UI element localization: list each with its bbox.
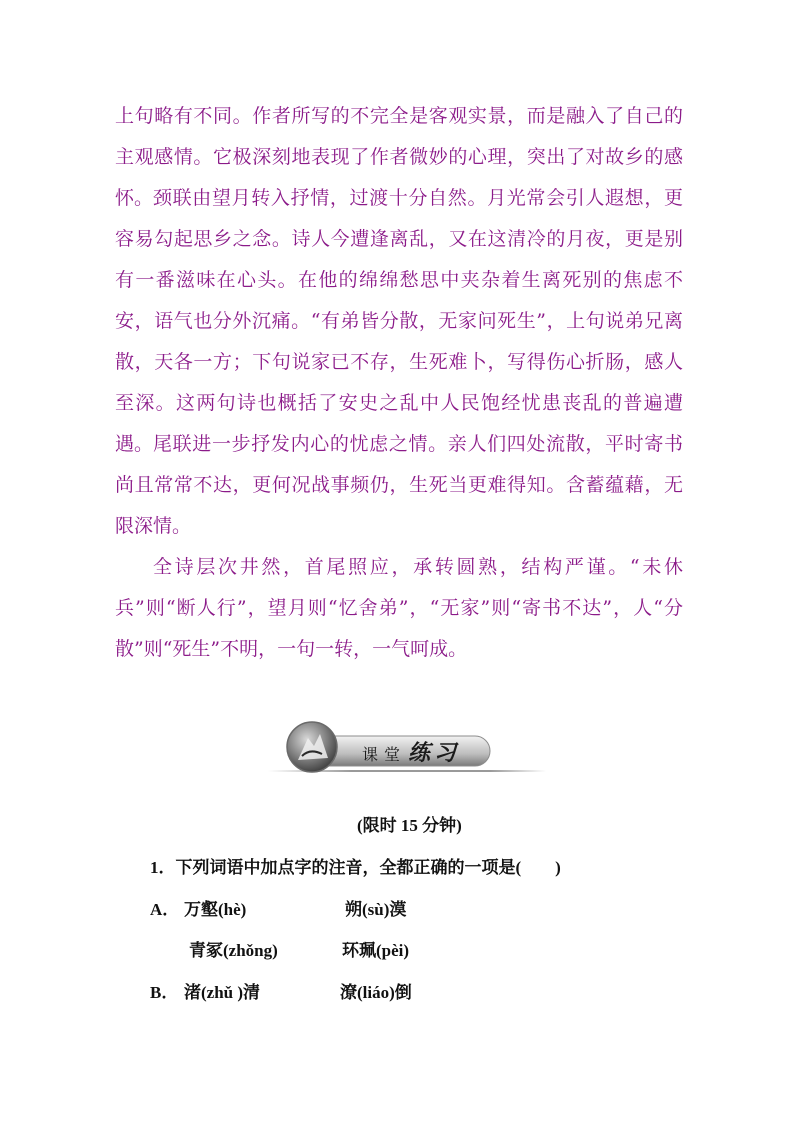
option-a-item-3: 青冢(zhǒng) xyxy=(189,941,278,960)
option-b-item-2: 潦(liáo)倒 xyxy=(340,983,412,1002)
question-stem: 1．下列词语中加点字的注音，全都正确的一项是( ) xyxy=(150,858,561,877)
time-limit: (限时 15 分钟) xyxy=(357,816,462,835)
option-a-item-4: 环珮(pèi) xyxy=(342,941,410,960)
section-header-label-big: 练习 xyxy=(408,740,461,766)
paragraph-3: 尾联进一步抒发内心的忧虑之情。亲人们四处流散，平时寄书尚且常常不达，更何况战事频仍，生死当更难得知。含蓄蕴藉，无限深情。 xyxy=(115,433,683,537)
option-a-item-1: 万壑(hè) xyxy=(184,900,247,919)
section-header-banner xyxy=(262,720,552,780)
option-b-label: B． xyxy=(150,983,179,1002)
paragraph-2: 颈联由望月转入抒情，过渡十分自然。月光常会引人遐想，更容易勾起思乡之念。诗人今遭逢离乱，又在这清冷的月夜，更是别有一番滋味在心头。在他的绵绵愁思中夹杂着生离死别的焦虑不安，语气也分外沉痛。“有弟皆分散，无家问死生”，上句说弟兄离散，天各一方；下句说家已不存，生死难卜，写得伤心折肠，感人至深。这两句诗也概括了安史之乱中人民饱经忧患丧乱的普遍遭遇。 xyxy=(115,187,683,455)
section-header-label-small: 课堂 xyxy=(362,745,407,764)
paragraph-1: 上句略有不同。作者所写的不完全是客观实景，而是融入了自己的主观感情。它极深刻地表现了作者微妙的心理，突出了对故乡的感怀。 xyxy=(115,105,683,209)
option-b-item-1: 渚(zhǔ )清 xyxy=(184,983,261,1002)
banner-graphic xyxy=(262,720,552,780)
option-a-label: A． xyxy=(150,900,180,919)
paragraph-4: 全诗层次井然，首尾照应，承转圆熟，结构严谨。“未休兵”则“断人行”，望月则“忆舍弟”，“无家”则“寄书不达”，人“分散”则“死生”不明，一句一转，一气呵成。 xyxy=(115,556,683,660)
option-a-item-2: 朔(sù)漠 xyxy=(345,900,407,919)
